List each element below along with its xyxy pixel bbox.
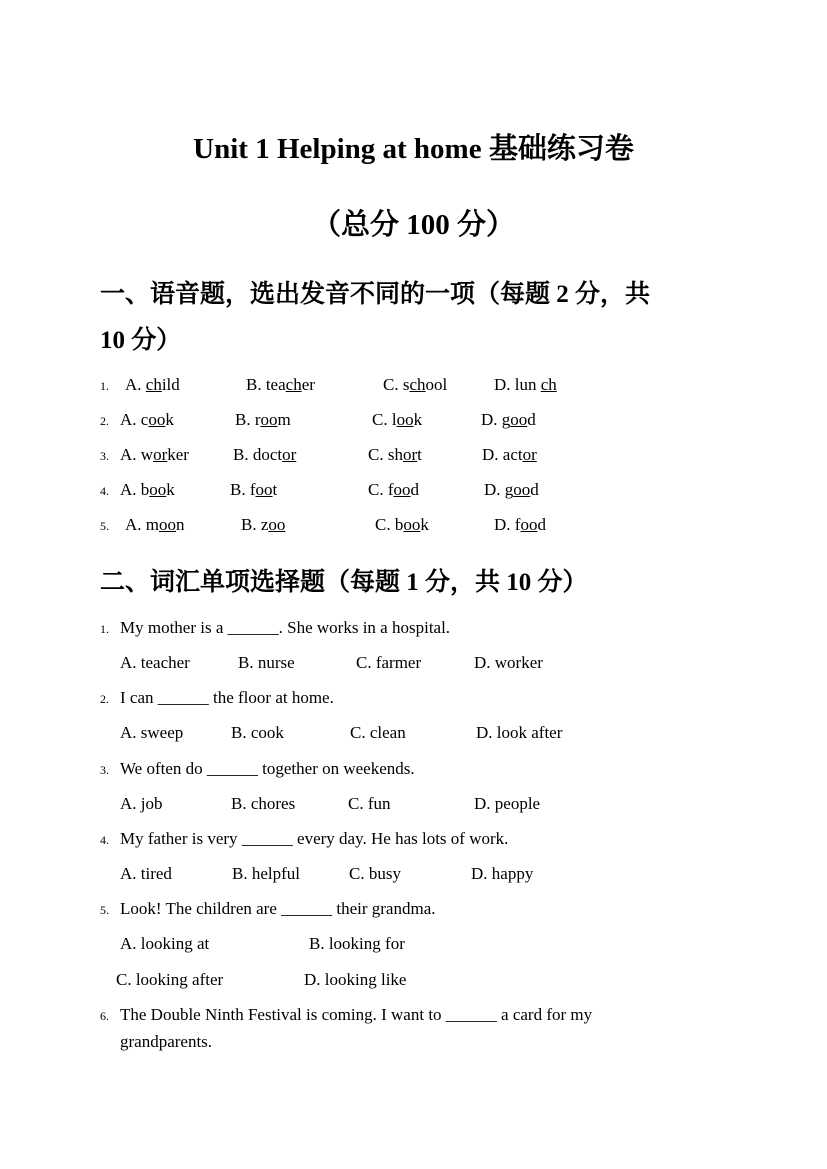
option (120, 480, 175, 500)
option (125, 375, 180, 395)
option (120, 445, 189, 465)
option-text: B. tea (246, 375, 286, 394)
underlined-letters: oo (396, 410, 414, 429)
option (246, 375, 315, 395)
option: A. job (120, 794, 163, 813)
section1-heading: 一、语音题，选出发音不同的一项（每题 2 分，共 (100, 281, 651, 308)
option (368, 480, 419, 500)
option: A. sweep (120, 723, 184, 742)
option-text: A. c (120, 410, 149, 429)
option-text: D. f (494, 515, 521, 534)
underlined-letters: oo (513, 480, 531, 499)
underlined-letters: or (402, 445, 418, 464)
item-number: 3. (100, 449, 109, 463)
option (375, 515, 429, 535)
option: C. farmer (356, 653, 422, 672)
option (494, 375, 557, 395)
option-text: C. s (383, 375, 410, 394)
option-text: er (301, 375, 315, 394)
underlined-letters: oo (403, 515, 421, 534)
option (125, 515, 185, 535)
question-number: 3. (100, 763, 109, 777)
option: C. fun (348, 794, 391, 813)
option-text: D. g (481, 410, 511, 429)
option-text: D. act (482, 445, 523, 464)
question-stem: Look! The children are ______ their grandma. (120, 899, 436, 918)
option (241, 515, 285, 535)
question-number: 2. (100, 692, 109, 706)
underlined-letters: oo (268, 515, 286, 534)
option-text: A. m (125, 515, 159, 534)
underlined-letters: oo (393, 480, 411, 499)
option (120, 410, 174, 430)
option-text: B. r (235, 410, 261, 429)
item-number: 4. (100, 484, 109, 498)
section2-heading: 二、词汇单项选择题（每题 1 分，共 10 分） (100, 569, 588, 596)
option-text: ool (425, 375, 448, 394)
option-text: t (272, 480, 278, 499)
underlined-letters: oo (255, 480, 273, 499)
section1-heading-cont: 10 分） (100, 327, 182, 354)
underlined-letters: or (153, 445, 168, 464)
underlined-letters: oo (260, 410, 278, 429)
option (235, 410, 291, 430)
underlined-letters: ch (540, 375, 557, 394)
option-text: A. (125, 375, 146, 394)
underlined-letters: or (522, 445, 537, 464)
option-text: k (166, 480, 175, 499)
question-stem: I can ______ the floor at home. (120, 688, 334, 707)
option-text: ker (167, 445, 189, 464)
option: D. look after (476, 723, 563, 742)
option (372, 410, 422, 430)
question-stem: We often do ______ together on weekends. (120, 759, 415, 778)
option: C. busy (349, 864, 401, 883)
underlined-letters: ch (285, 375, 302, 394)
question-number: 1. (100, 622, 109, 636)
option: B. helpful (232, 864, 300, 883)
item-number: 5. (100, 519, 109, 533)
underlined-letters: ch (409, 375, 426, 394)
option-text: k (165, 410, 174, 429)
option (494, 515, 546, 535)
option-text: A. b (120, 480, 150, 499)
option: B. nurse (238, 653, 295, 672)
option-text: C. f (368, 480, 394, 499)
option: C. looking after (116, 970, 224, 989)
option (368, 445, 422, 465)
item-number: 2. (100, 414, 109, 428)
total-score: （总分 100 分） (311, 209, 515, 241)
option-text: C. b (375, 515, 404, 534)
question-stem: My father is very ______ every day. He has lots of work. (120, 829, 509, 848)
underlined-letters: oo (159, 515, 176, 534)
option-text: k (420, 515, 429, 534)
option: D. looking like (304, 970, 407, 989)
option-text: t (417, 445, 422, 464)
option: A. looking at (120, 934, 210, 953)
question-number: 4. (100, 833, 109, 847)
option (230, 480, 277, 500)
underlined-letters: or (282, 445, 297, 464)
option-text: C. l (372, 410, 397, 429)
underlined-letters: oo (148, 410, 166, 429)
option-text: D. g (484, 480, 514, 499)
option-text: A. w (120, 445, 154, 464)
question-number: 5. (100, 903, 109, 917)
option-text: m (277, 410, 291, 429)
page-title: Unit 1 Helping at home 基础练习卷 (193, 133, 634, 165)
underlined-letters: oo (520, 515, 538, 534)
option-text: ild (161, 375, 180, 394)
option-text: d (537, 515, 546, 534)
question-stem: My mother is a ______. She works in a hospital. (120, 618, 451, 637)
underlined-letters: oo (510, 410, 528, 429)
option: D. people (474, 794, 541, 813)
option-text: C. sh (368, 445, 403, 464)
option-text: B. f (230, 480, 256, 499)
option (484, 480, 539, 500)
option: B. cook (231, 723, 284, 742)
option-text: D. lun (494, 375, 541, 394)
option (481, 410, 536, 430)
option (233, 445, 296, 465)
option: B. looking for (309, 934, 405, 953)
option: D. worker (474, 653, 543, 672)
question-number: 6. (100, 1009, 109, 1023)
underlined-letters: ch (145, 375, 162, 394)
option-text: B. doct (233, 445, 283, 464)
option: C. clean (350, 723, 406, 742)
option-text: d (527, 410, 536, 429)
option: B. chores (231, 794, 296, 813)
option: D. happy (471, 864, 534, 883)
question-stem-cont: grandparents. (120, 1032, 213, 1051)
option-text: k (413, 410, 423, 429)
option-text: B. z (241, 515, 269, 534)
item-number: 1. (100, 379, 109, 393)
option: A. teacher (120, 653, 190, 672)
option-text: n (176, 515, 185, 534)
option-text: d (410, 480, 419, 499)
option (383, 375, 447, 395)
underlined-letters: oo (149, 480, 167, 499)
question-stem: The Double Ninth Festival is coming. I want to ______ a card for my (120, 1005, 593, 1024)
option: A. tired (120, 864, 172, 883)
option (482, 445, 537, 465)
option-text: d (530, 480, 539, 499)
